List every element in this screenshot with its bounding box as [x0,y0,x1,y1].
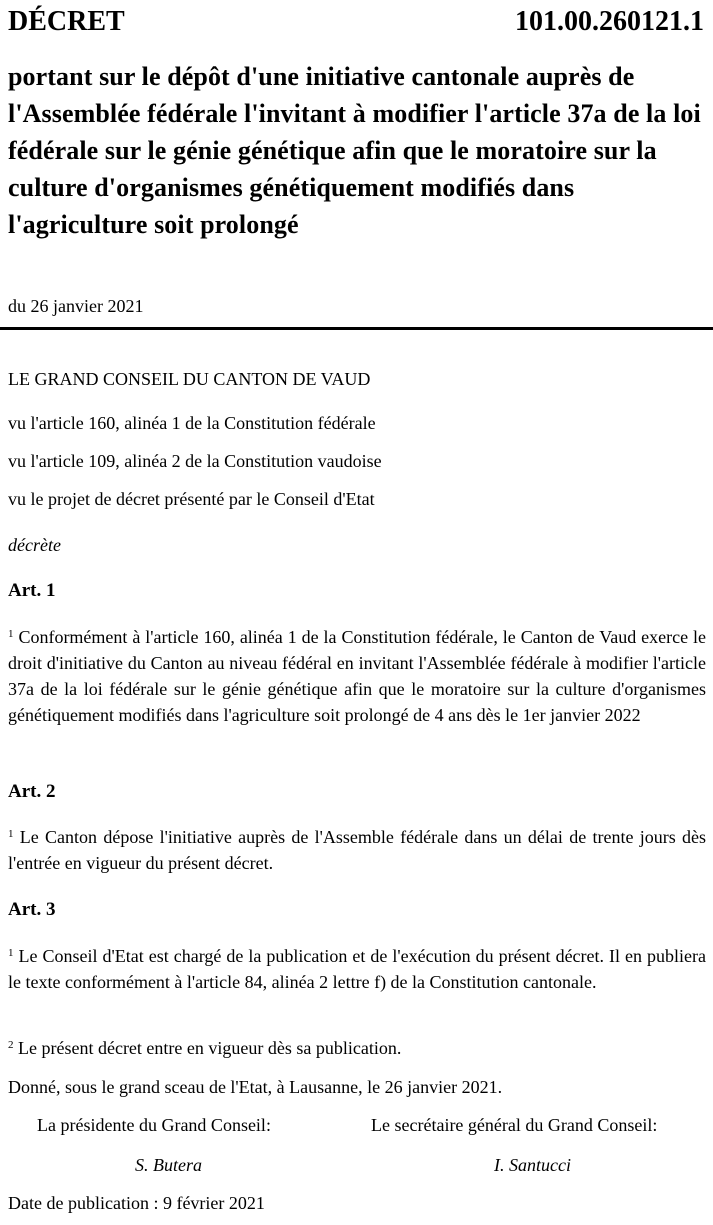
paragraph-number: 1 [8,947,14,959]
article-1-paragraph-1 [8,624,706,728]
preamble-authority: LE GRAND CONSEIL DU CANTON DE VAUD [8,369,371,389]
president-title: La présidente du Grand Conseil: [37,1115,271,1135]
paragraph-text: Le Conseil d'Etat est chargé de la publication et de l'exécution du présent décret. Il en publiera le texte conformément à l'article 84, alinéa 2 lettre f) de la Constitution cantonale. [8,946,707,992]
paragraph-text: Le présent décret entre en vigueur dès sa publication. [18,1038,402,1058]
paragraph-text: Conformément à l'article 160, alinéa 1 de la Constitution fédérale, le Canton de Vaud exerce le droit d'initiative du Canton au niveau fédéral en invitant l'Assemblée fédérale à modifier l'article 37a de la loi fédérale sur le génie génétique afin que le moratoire sur la culture d'organismes génétiquement modifiés dans l'agriculture soit prolongé de 4 ans dès le 1er janvier 2022 [8,627,707,725]
paragraph-number: 2 [8,1039,14,1051]
president-name: S. Butera [135,1155,202,1175]
preamble-vu-3: vu le projet de décret présenté par le Conseil d'Etat [8,489,375,509]
header-divider [0,327,713,330]
given-statement: Donné, sous le grand sceau de l'Etat, à Lausanne, le 26 janvier 2021. [8,1077,503,1097]
article-3-paragraph-2 [8,1035,706,1061]
document-number: 101.00.260121.1 [515,6,704,37]
document-title: portant sur le dépôt d'une initiative cantonale auprès de l'Assemblée fédérale l'invitant à modifier l'article 37a de la loi fédérale sur le génie génétique afin que le moratoire sur la culture d'organismes génétiquement modifiés dans l'agriculture soit prolongé [8,62,701,239]
article-3-paragraph-1 [8,943,706,995]
document-type: DÉCRET [8,6,125,37]
paragraph-number: 1 [8,828,14,840]
document-header [8,6,704,42]
article-2-paragraph-1 [8,824,706,876]
preamble-vu-2: vu l'article 109, alinéa 2 de la Constitution vaudoise [8,451,382,471]
preamble-decrete: décrète [8,535,61,555]
document-date: du 26 janvier 2021 [8,296,144,316]
secretary-name: I. Santucci [494,1155,571,1175]
secretary-title: Le secrétaire général du Grand Conseil: [371,1115,658,1135]
preamble-vu-1: vu l'article 160, alinéa 1 de la Constitution fédérale [8,413,376,433]
publication-date: Date de publication : 9 février 2021 [8,1193,265,1213]
paragraph-number: 1 [8,628,14,640]
paragraph-text: Le Canton dépose l'initiative auprès de l'Assemble fédérale dans un délai de trente jours dès l'entrée en vigueur du présent décret. [8,827,706,873]
article-2-title: Art. 2 [8,781,56,802]
article-1-title: Art. 1 [8,580,56,601]
article-3-title: Art. 3 [8,899,56,920]
